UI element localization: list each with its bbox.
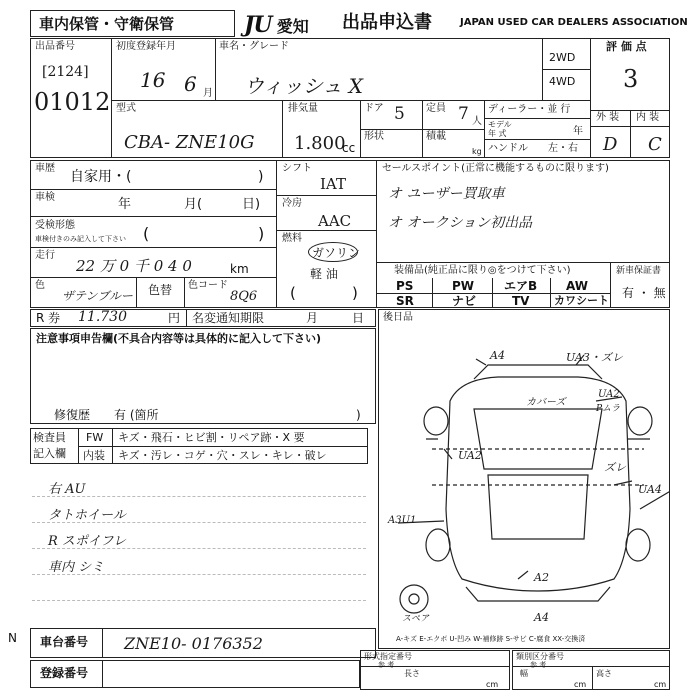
damage-mark-zure: ズレ [604, 461, 626, 474]
r-ticket-unit: 円 [168, 311, 181, 325]
sales-point-line2: オ オークション初出品 [388, 215, 533, 231]
certificate-close: ) [258, 224, 265, 243]
registration-label: 初度登録年月 [116, 41, 176, 52]
notice-label: 名変通知期限 [192, 311, 265, 325]
shift-value: IAT [320, 175, 346, 193]
damage-mark-ua4: UA4 [638, 483, 662, 496]
mileage-label: 走行 [35, 250, 55, 261]
score-value: 3 [623, 65, 639, 93]
grade-exterior: D [603, 134, 618, 155]
shift-label: シフト [282, 163, 312, 174]
score-label: 評 価 点 [606, 40, 647, 53]
notice-day: 日 [352, 311, 365, 325]
repair-close: ) [356, 408, 361, 422]
displacement-value: 1.800 [294, 133, 346, 154]
damage-mark-ua2: UA2 [458, 449, 482, 462]
fuel-diesel: 軽 油 [310, 267, 338, 281]
history-value: 自家用・( [70, 169, 132, 185]
margin-mark: N [8, 631, 17, 645]
note-4: 車内 シミ [48, 560, 105, 575]
car-name-label: 車名・グレード [219, 41, 289, 52]
caution-label: 注意事項申告欄(不具合内容等は具体的に記入して下さい) [36, 332, 322, 345]
storage-label-box [30, 10, 235, 37]
model-value: CBA- ZNE10G [124, 132, 255, 153]
note-2: タトホイール [48, 508, 126, 523]
mileage-unit: km [230, 262, 249, 276]
dealer-year-unit: 年 [573, 126, 583, 137]
dealer-line: ディーラー・並 行 [488, 104, 571, 115]
aircon-label: 冷房 [282, 198, 302, 209]
grade-interior-label: 内 装 [636, 112, 660, 123]
fw-text: キズ・飛石・ヒビ割・リペア跡・X 要 [118, 431, 305, 444]
drive-4wd: 4WD [549, 75, 576, 88]
equipment-pw: PW [452, 279, 475, 293]
form-title: 出品申込書 [342, 12, 432, 33]
damage-mark-cover: カバーズ [526, 397, 566, 408]
registration-month: 6 [184, 72, 197, 96]
color-change-label: 色替 [148, 283, 173, 297]
seat-label: 後日品 [383, 312, 413, 323]
damage-mark-ua2-pm: UA2 [598, 389, 620, 400]
registration-year: 16 [140, 68, 166, 92]
model-label: 型式 [116, 103, 136, 114]
damage-mark-pmura: Pムラ [596, 404, 621, 414]
recycle-label: 新車保証書 [616, 266, 662, 276]
capacity-unit: 人 [472, 116, 482, 127]
note-1: 右 AU [48, 482, 86, 497]
registration-month-unit: 月 [203, 88, 213, 99]
color-code-label: 色コード [188, 280, 228, 291]
inspector-label-1: 検査員 [33, 431, 66, 444]
chassis-value: ZNE10- 0176352 [124, 634, 263, 653]
equipment-sr: SR [396, 294, 414, 308]
certificate-note: 車検付きのみ記入して下さい [35, 235, 126, 243]
fuel-label: 燃料 [282, 233, 302, 244]
spare-label: スペア [402, 614, 430, 624]
doors-label: ドア [364, 103, 384, 114]
damage-mark-a4-front: A4 [490, 349, 505, 362]
fuel-close: ) [352, 284, 358, 302]
load-unit: kg [472, 147, 482, 156]
damage-mark-a3u1: A3U1 [388, 515, 417, 526]
certificate-open: ( [143, 224, 150, 243]
ref-label-left: 参 考 [378, 661, 395, 669]
note-3: R スポイフレ [48, 534, 127, 549]
displacement-label: 排気量 [288, 103, 318, 114]
lot-number: 01012 [34, 88, 111, 116]
capacity-value: 7 [458, 104, 469, 124]
length-label: 長さ [404, 669, 420, 678]
equipment-airbag: エアB [504, 279, 538, 293]
inspection-year: 年 [118, 197, 132, 212]
equipment-navi: ナビ [452, 294, 477, 308]
height-unit: cm [654, 680, 667, 689]
color-value: ザテンブルー [62, 289, 133, 303]
fuel-gasoline: ガソリン [312, 246, 361, 260]
lot-label: 出品番号 [35, 41, 75, 52]
width-label: 幅 [520, 669, 528, 678]
history-label: 車歴 [35, 163, 55, 174]
displacement-unit: cc [342, 141, 356, 155]
damage-mark-ua3: UA3・ズレ [566, 351, 623, 364]
equipment-leather: カワシート [554, 294, 609, 307]
category-label: 類別区分番号 [516, 652, 564, 661]
registration-no-label: 登録番号 [40, 666, 89, 680]
r-ticket-value: 11.730 [78, 309, 127, 325]
handle-value: 左・右 [548, 143, 578, 154]
capacity-label: 定員 [426, 103, 446, 114]
org-name: 愛知 [276, 17, 309, 36]
repair-value: 有 (箇所 [114, 408, 159, 422]
handle-label: ハンドル [488, 143, 528, 154]
grade-interior: C [648, 134, 662, 155]
logo-text: JU [244, 12, 272, 38]
doors-value: 5 [394, 104, 405, 124]
equipment-tv: TV [512, 294, 530, 308]
dealer-year-label: 年 式 [488, 129, 507, 138]
damage-mark-a2: A2 [534, 571, 549, 584]
association-name: JAPAN USED CAR DEALERS ASSOCIATION [460, 17, 688, 28]
inspector-label-2: 記入欄 [33, 447, 66, 460]
sales-point-line1: オ ユーザー買取車 [388, 186, 505, 202]
interior-text: キズ・汚レ・コゲ・穴・スレ・キレ・破レ [118, 449, 327, 462]
lot-sub: [2124] [42, 64, 89, 80]
damage-legend: A-キズ E-エクボ U-凹み W-補修跡 S-サビ C-腐食 XX-交換済 [396, 635, 586, 643]
sales-point-label: セールスポイント(正常に機能するものに限ります) [382, 163, 609, 174]
inspection-month: 月( [184, 197, 203, 212]
unit-a-label: 形式指定番号 [364, 652, 412, 661]
grade-exterior-label: 外 装 [596, 112, 620, 123]
fw-label: FW [86, 431, 104, 444]
car-diagram [378, 309, 670, 649]
width-unit: cm [574, 680, 587, 689]
load-label: 積載 [426, 131, 446, 142]
height-label: 高さ [596, 669, 612, 678]
equipment-ps: PS [396, 279, 414, 293]
damage-mark-a4-rear: A4 [534, 611, 549, 624]
interior-label: 内装 [83, 449, 105, 462]
shape-label: 形状 [364, 131, 384, 142]
length-unit: cm [486, 680, 499, 689]
car-name-value: ウィッシュ X [244, 74, 363, 98]
ref-label-right: 参 考 [530, 661, 547, 669]
color-code: 8Q6 [230, 289, 258, 304]
inspection-day: 日) [242, 197, 261, 212]
repair-label: 修復歴 [54, 408, 91, 422]
drive-2wd: 2WD [549, 51, 576, 64]
history-close: ) [258, 169, 264, 185]
notice-month: 月 [306, 311, 319, 325]
r-ticket-label: R 券 [36, 311, 61, 325]
mileage-value: 22 万 0 千 0 4 0 [76, 257, 192, 275]
recycle-value: 有 ・ 無 [622, 286, 666, 300]
ju-logo [244, 12, 309, 38]
equipment-aw: AW [566, 279, 588, 293]
aircon-value: AAC [318, 212, 352, 230]
chassis-label: 車台番号 [40, 635, 89, 649]
equipment-label: 装備品(純正品に限り◎をつけて下さい) [394, 265, 571, 276]
dealer-model-label: モデル [488, 120, 512, 129]
fuel-gasoline-circle [308, 242, 361, 262]
certificate-label: 受検形態 [35, 220, 75, 231]
inspection-label: 車検 [35, 192, 55, 203]
storage-label: 車内保管・守衛保管 [39, 15, 175, 33]
color-label: 色 [35, 280, 45, 291]
fuel-open: ( [290, 284, 296, 302]
